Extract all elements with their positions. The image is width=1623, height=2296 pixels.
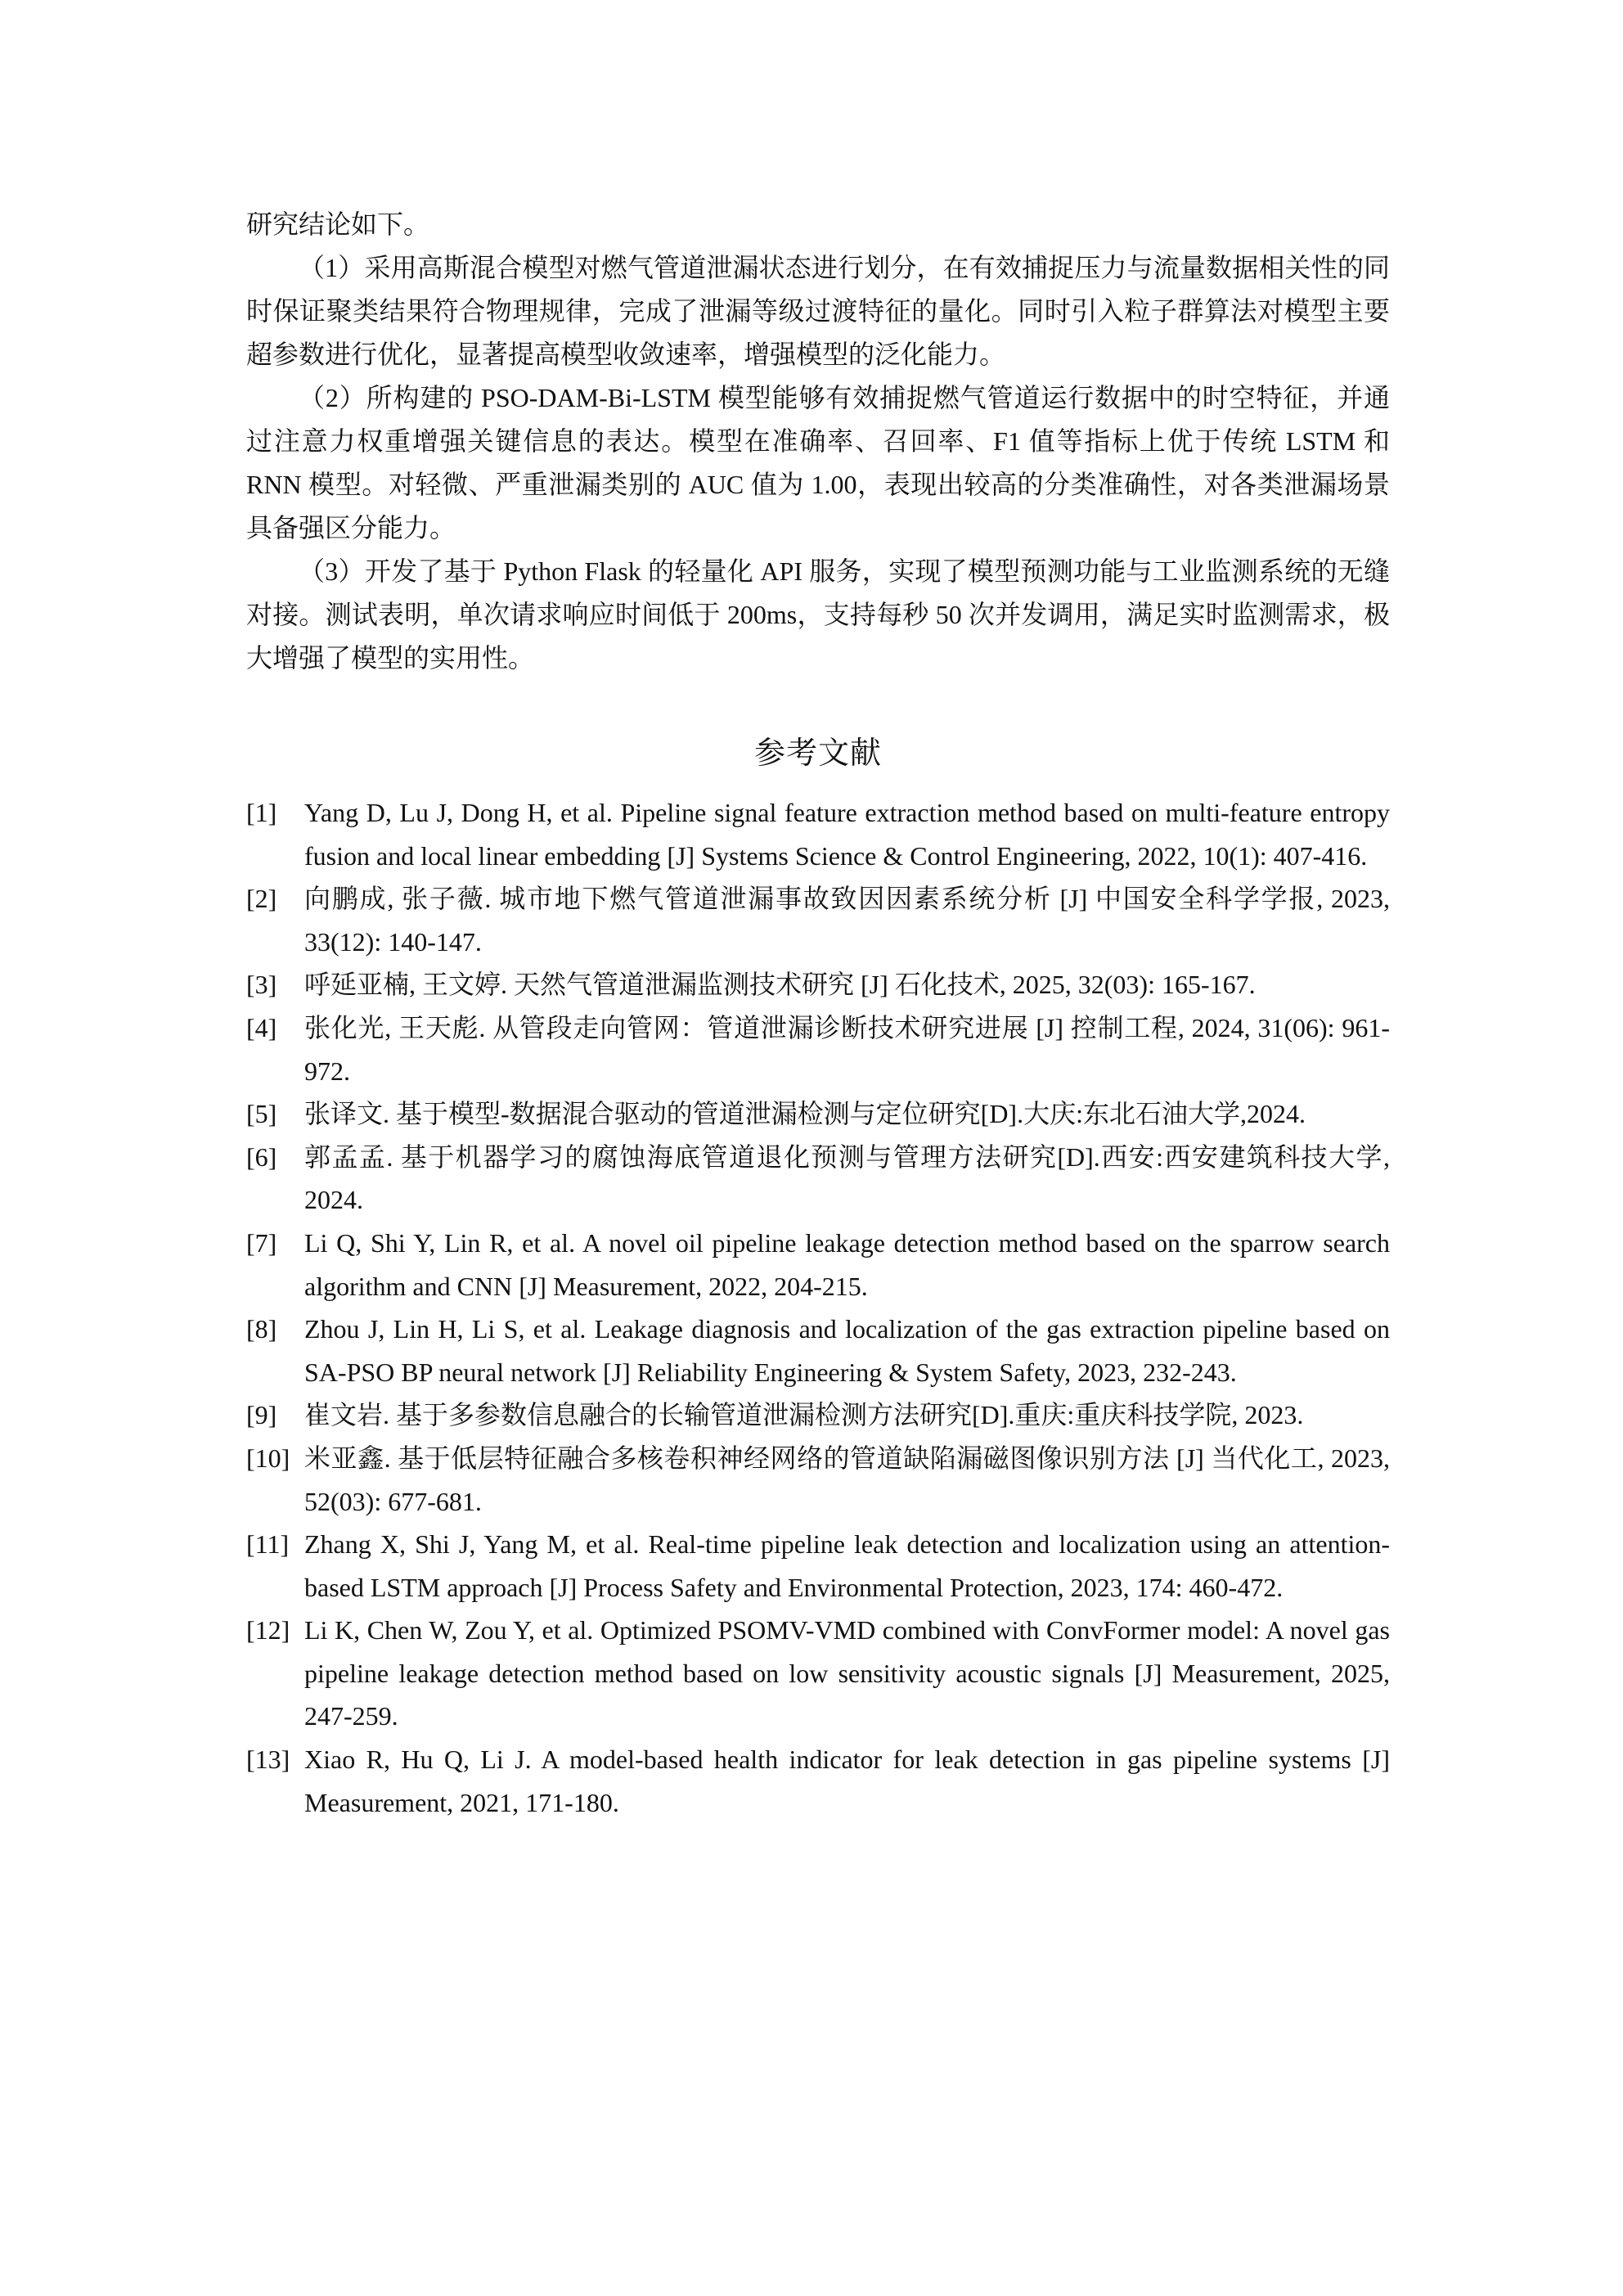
reference-number: [11]	[246, 1529, 290, 1560]
reference-item	[246, 1092, 1390, 1136]
references-section	[246, 732, 1390, 1824]
reference-text: 张化光, 王天彪. 从管段走向管网：管道泄漏诊断技术研究进展 [J] 控制工程, 2024, 31(06): 961-972.	[304, 1012, 1390, 1086]
reference-text: Yang D, Lu J, Dong H, et al. Pipeline signal feature extraction method based on multi-feature entropy fusion and local linear embedding [J] Systems Science & Control Engineering, 2022, 10(1): 407-416.	[304, 798, 1390, 871]
reference-item	[246, 1738, 1390, 1824]
conclusion-lead: 研究结论如下。	[246, 209, 430, 239]
reference-item	[246, 1393, 1390, 1437]
reference-number: [4]	[246, 1012, 277, 1042]
reference-number: [2]	[246, 884, 277, 914]
reference-item	[246, 1523, 1390, 1609]
conclusion-point-1: （1）采用高斯混合模型对燃气管道泄漏状态进行划分，在有效捕捉压力与流量数据相关性的同时保证聚类结果符合物理规律，完成了泄漏等级过渡特征的量化。同时引入粒子群算法对模型主要超参数进行优化，显著提高模型收敛速率，增强模型的泛化能力。	[246, 253, 1390, 369]
reference-item	[246, 791, 1390, 877]
reference-text: 向鹏成, 张子薇. 城市地下燃气管道泄漏事故致因因素系统分析 [J] 中国安全科学学报, 2023, 33(12): 140-147.	[304, 884, 1390, 957]
reference-item	[246, 963, 1390, 1006]
reference-item	[246, 1437, 1390, 1523]
reference-number: [12]	[246, 1615, 290, 1645]
reference-text: Li K, Chen W, Zou Y, et al. Optimized PSOMV-VMD combined with ConvFormer model: A novel gas pipeline leakage detection method based on low sensitivity acoustic signals [J] Measurement, 2025, 247-259.	[304, 1615, 1390, 1731]
reference-number: [7]	[246, 1227, 277, 1258]
references-list	[246, 791, 1390, 1824]
conclusion-point-3: （3）开发了基于 Python Flask 的轻量化 API 服务，实现了模型预测功能与工业监测系统的无缝对接。测试表明，单次请求响应时间低于 200ms，支持每秒 50 次并发调用，满足实时监测需求，极大增强了模型的实用性。	[246, 556, 1390, 673]
reference-item	[246, 1136, 1390, 1222]
reference-text: 米亚鑫. 基于低层特征融合多核卷积神经网络的管道缺陷漏磁图像识别方法 [J] 当代化工, 2023, 52(03): 677-681.	[304, 1443, 1390, 1516]
conclusion-section	[246, 203, 1390, 680]
reference-text: Xiao R, Hu Q, Li J. A model-based health indicator for leak detection in gas pipeline systems [J] Measurement, 2021, 171-180.	[304, 1745, 1390, 1817]
references-title: 参考文献	[753, 735, 882, 771]
reference-item	[246, 1222, 1390, 1308]
reference-number: [1]	[246, 798, 277, 827]
conclusion-point-2: （2）所构建的 PSO-DAM-Bi-LSTM 模型能够有效捕捉燃气管道运行数据中的时空特征，并通过注意力权重增强关键信息的表达。模型在准确率、召回率、F1 值等指标上优于传统 LSTM 和 RNN 模型。对轻微、严重泄漏类别的 AUC 值为 1.00，表现出较高的分类准确性，对各类泄漏场景具备强区分能力。	[246, 383, 1390, 542]
reference-text: 郭孟孟. 基于机器学习的腐蚀海底管道退化预测与管理方法研究[D].西安:西安建筑科技大学, 2024.	[304, 1141, 1390, 1215]
reference-number: [5]	[246, 1099, 277, 1129]
reference-text: 呼延亚楠, 王文婷. 天然气管道泄漏监测技术研究 [J] 石化技术, 2025, 32(03): 165-167.	[304, 970, 1256, 1000]
page-body	[246, 203, 1390, 1824]
reference-number: [13]	[246, 1745, 290, 1775]
reference-number: [9]	[246, 1400, 277, 1430]
reference-number: [10]	[246, 1443, 290, 1473]
reference-number: [8]	[246, 1314, 277, 1344]
reference-number: [3]	[246, 970, 277, 1000]
reference-number: [6]	[246, 1141, 277, 1172]
reference-text: 张译文. 基于模型-数据混合驱动的管道泄漏检测与定位研究[D].大庆:东北石油大学,2024.	[304, 1099, 1306, 1129]
reference-item	[246, 1308, 1390, 1393]
reference-item	[246, 877, 1390, 963]
reference-text: 崔文岩. 基于多参数信息融合的长输管道泄漏检测方法研究[D].重庆:重庆科技学院, 2023.	[304, 1400, 1304, 1430]
reference-text: Zhang X, Shi J, Yang M, et al. Real-time pipeline leak detection and localization using an attention-based LSTM approach [J] Process Safety and Environmental Protection, 2023, 174: 460-472.	[304, 1529, 1390, 1602]
reference-item	[246, 1609, 1390, 1738]
reference-item	[246, 1006, 1390, 1092]
reference-text: Zhou J, Lin H, Li S, et al. Leakage diagnosis and localization of the gas extraction pipeline based on SA-PSO BP neural network [J] Reliability Engineering & System Safety, 2023, 232-243.	[304, 1314, 1390, 1387]
reference-text: Li Q, Shi Y, Lin R, et al. A novel oil pipeline leakage detection method based on the sparrow search algorithm and CNN [J] Measurement, 2022, 204-215.	[304, 1227, 1390, 1301]
